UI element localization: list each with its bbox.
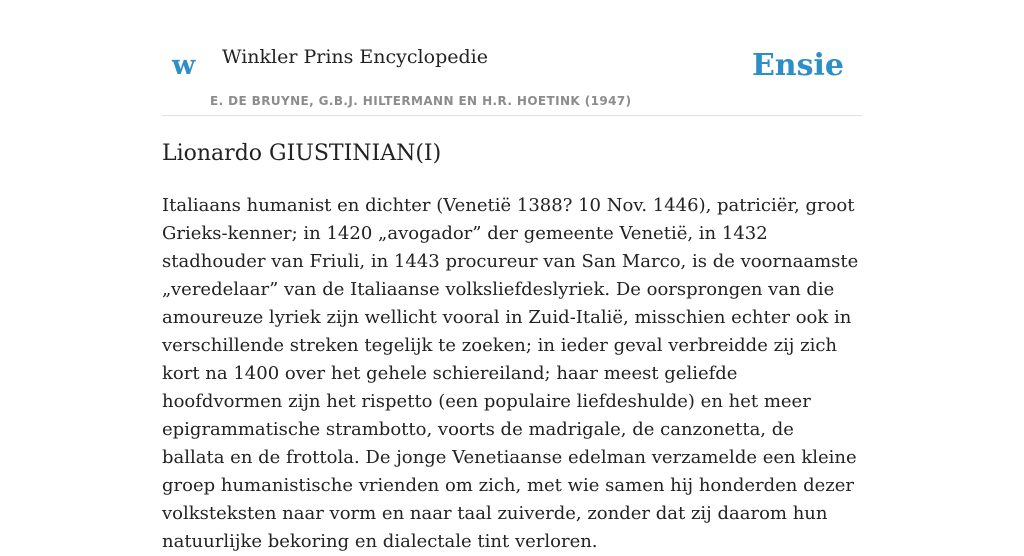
article-body: Italiaans humanist en dichter (Venetië 1388? 10 Nov. 1446), patriciër, groot Grieks-kenner; in 1420 „avogador” der gemeente Venetië, in 1432 stadhouder van Friuli, in 1443 procureur van San Marco, is de voornaamste „veredelaar” van de Italiaanse volksliefdeslyriek. De oorsprongen van die amoureuze lyriek zijn wellicht vooral in Zuid-Italië, misschien echter ook in verschillende streken tegelijk te zoeken; in ieder geval verbreidde zij zich kort na 1400 over het gehele schiereiland; haar meest geliefde hoofdvormen zijn het rispetto (een populaire liefdeshulde) en het meer epigrammatische strambotto, voorts de madrigale, de canzonetta, de ballata en de frottola. De jonge Venetiaanse edelman verzamelde een kleine groep humanistische vrienden om zich, met wie samen hij honderden dezer volksteksten naar vorm en naar taal zuiverde, zonder dat zij daarom hun natuurlijke bekoring en dialectale tint verloren. — [162, 195, 859, 552]
article-title: Lionardo GIUSTINIAN(I) — [162, 141, 442, 166]
winkler-prins-logo-icon[interactable]: w — [172, 50, 196, 81]
ensie-brand-logo[interactable]: Ensie — [751, 48, 844, 83]
encyclopedia-title[interactable]: Winkler Prins Encyclopedie — [222, 46, 488, 68]
header — [162, 40, 862, 116]
authors-line: E. DE BRUYNE, G.B.J. HILTERMANN EN H.R. HOETINK (1947) — [210, 94, 632, 108]
